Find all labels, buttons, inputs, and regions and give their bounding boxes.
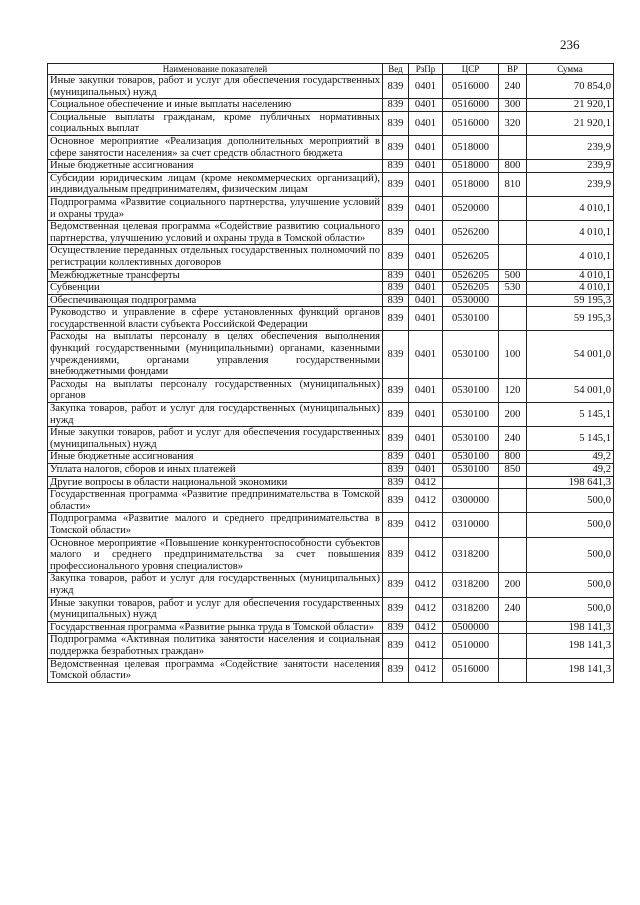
row-csr	[443, 476, 499, 489]
row-name: Социальное обеспечение и иные выплаты населению	[48, 99, 383, 112]
row-name: Ведомственная целевая программа «Содействие занятости населения Томской области»	[48, 658, 383, 682]
row-csr: 0526200	[443, 221, 499, 245]
row-csr: 0310000	[443, 513, 499, 537]
row-rzpr: 0401	[409, 307, 443, 331]
row-name: Иные закупки товаров, работ и услуг для обеспечения государственных (муниципальных) нужд	[48, 75, 383, 99]
row-csr: 0526205	[443, 269, 499, 282]
header-csr: ЦСР	[443, 64, 499, 75]
row-vr	[499, 294, 527, 307]
row-rzpr: 0401	[409, 282, 443, 295]
row-vr	[499, 489, 527, 513]
row-name: Осуществление переданных отдельных государственных полномочий по регистрации коллективных договоров	[48, 245, 383, 269]
row-csr: 0530100	[443, 378, 499, 402]
row-csr: 0530100	[443, 451, 499, 464]
row-ved: 839	[383, 513, 409, 537]
header-vr: ВР	[499, 64, 527, 75]
row-vr: 320	[499, 111, 527, 135]
row-vr: 850	[499, 464, 527, 477]
row-vr: 240	[499, 75, 527, 99]
table-row	[48, 597, 614, 621]
row-csr: 0530100	[443, 307, 499, 331]
row-sum: 49,2	[527, 451, 614, 464]
row-rzpr: 0401	[409, 75, 443, 99]
table-row	[48, 75, 614, 99]
row-rzpr: 0412	[409, 489, 443, 513]
row-name: Подпрограмма «Развитие социального партнерства, улучшение условий и охраны труда»	[48, 196, 383, 220]
row-sum: 49,2	[527, 464, 614, 477]
row-sum: 59 195,3	[527, 307, 614, 331]
row-ved: 839	[383, 99, 409, 112]
table-row	[48, 537, 614, 573]
row-sum: 59 195,3	[527, 294, 614, 307]
row-sum: 239,9	[527, 172, 614, 196]
table-row	[48, 476, 614, 489]
row-rzpr: 0412	[409, 597, 443, 621]
table-row	[48, 621, 614, 634]
table-row	[48, 245, 614, 269]
row-sum: 4 010,1	[527, 196, 614, 220]
row-name: Основное мероприятие «Повышение конкурентоспособности субъектов малого и среднего предпринимательства за счет повышения профессионального уровня специалистов»	[48, 537, 383, 573]
row-name: Межбюджетные трансферты	[48, 269, 383, 282]
row-csr: 0318200	[443, 597, 499, 621]
row-name: Закупка товаров, работ и услуг для государственных (муниципальных) нужд	[48, 573, 383, 597]
row-rzpr: 0401	[409, 451, 443, 464]
row-ved: 839	[383, 172, 409, 196]
row-rzpr: 0401	[409, 245, 443, 269]
row-sum: 198 141,3	[527, 621, 614, 634]
table-header-row	[48, 64, 614, 75]
row-ved: 839	[383, 111, 409, 135]
row-rzpr: 0412	[409, 634, 443, 658]
row-ved: 839	[383, 476, 409, 489]
row-rzpr: 0401	[409, 403, 443, 427]
row-sum: 198 141,3	[527, 634, 614, 658]
row-sum: 54 001,0	[527, 378, 614, 402]
row-sum: 4 010,1	[527, 282, 614, 295]
row-vr: 800	[499, 451, 527, 464]
row-rzpr: 0412	[409, 537, 443, 573]
row-sum: 70 854,0	[527, 75, 614, 99]
row-sum: 500,0	[527, 597, 614, 621]
row-vr: 800	[499, 160, 527, 173]
row-vr: 200	[499, 403, 527, 427]
table-row	[48, 451, 614, 464]
row-sum: 198 141,3	[527, 658, 614, 682]
table-row	[48, 427, 614, 451]
row-name: Иные бюджетные ассигнования	[48, 451, 383, 464]
row-ved: 839	[383, 597, 409, 621]
row-sum: 500,0	[527, 513, 614, 537]
row-ved: 839	[383, 621, 409, 634]
row-ved: 839	[383, 331, 409, 378]
row-vr	[499, 537, 527, 573]
row-sum: 198 641,3	[527, 476, 614, 489]
row-rzpr: 0401	[409, 111, 443, 135]
row-vr: 120	[499, 378, 527, 402]
row-sum: 239,9	[527, 135, 614, 159]
row-ved: 839	[383, 221, 409, 245]
row-csr: 0516000	[443, 111, 499, 135]
row-vr: 240	[499, 597, 527, 621]
header-ved: Вед	[383, 64, 409, 75]
row-name: Расходы на выплаты персоналу в целях обеспечения выполнения функций государственными (муниципальными) органами, казенными учреждениями, органами управления государственными внебюджетными фондами	[48, 331, 383, 378]
row-vr: 300	[499, 99, 527, 112]
row-vr	[499, 658, 527, 682]
row-csr: 0518000	[443, 135, 499, 159]
row-name: Расходы на выплаты персоналу государственных (муниципальных) органов	[48, 378, 383, 402]
row-csr: 0318200	[443, 573, 499, 597]
row-vr	[499, 245, 527, 269]
row-csr: 0530100	[443, 427, 499, 451]
row-name: Основное мероприятие «Реализация дополнительных мероприятий в сфере занятости населения» за счет средств областного бюджета	[48, 135, 383, 159]
page-number: 236	[560, 37, 580, 52]
row-ved: 839	[383, 464, 409, 477]
row-sum: 500,0	[527, 537, 614, 573]
row-csr: 0520000	[443, 196, 499, 220]
row-vr	[499, 634, 527, 658]
row-csr: 0518000	[443, 160, 499, 173]
row-ved: 839	[383, 75, 409, 99]
row-name: Руководство и управление в сфере установленных функций органов государственной власти субъекта Российской Федерации	[48, 307, 383, 331]
row-name: Уплата налогов, сборов и иных платежей	[48, 464, 383, 477]
row-ved: 839	[383, 378, 409, 402]
row-rzpr: 0401	[409, 221, 443, 245]
table-row	[48, 513, 614, 537]
row-sum: 4 010,1	[527, 269, 614, 282]
row-name: Иные закупки товаров, работ и услуг для обеспечения государственных (муниципальных) нужд	[48, 427, 383, 451]
budget-table	[47, 63, 614, 683]
row-ved: 839	[383, 135, 409, 159]
row-csr: 0516000	[443, 99, 499, 112]
table-row	[48, 99, 614, 112]
row-name: Подпрограмма «Активная политика занятости населения и социальная поддержка безработных граждан»	[48, 634, 383, 658]
table-row	[48, 135, 614, 159]
header-rzpr: РзПр	[409, 64, 443, 75]
row-ved: 839	[383, 196, 409, 220]
row-rzpr: 0401	[409, 378, 443, 402]
row-name: Иные бюджетные ассигнования	[48, 160, 383, 173]
row-name: Другие вопросы в области национальной экономики	[48, 476, 383, 489]
table-row	[48, 294, 614, 307]
row-vr: 240	[499, 427, 527, 451]
table-row	[48, 634, 614, 658]
row-csr: 0526205	[443, 245, 499, 269]
row-rzpr: 0401	[409, 196, 443, 220]
table-row	[48, 403, 614, 427]
table-row	[48, 282, 614, 295]
row-ved: 839	[383, 269, 409, 282]
row-vr	[499, 196, 527, 220]
row-rzpr: 0412	[409, 476, 443, 489]
row-sum: 239,9	[527, 160, 614, 173]
row-vr	[499, 221, 527, 245]
row-ved: 839	[383, 245, 409, 269]
table-row	[48, 464, 614, 477]
row-ved: 839	[383, 294, 409, 307]
row-sum: 5 145,1	[527, 403, 614, 427]
row-ved: 839	[383, 489, 409, 513]
row-rzpr: 0401	[409, 269, 443, 282]
row-ved: 839	[383, 160, 409, 173]
table-row	[48, 172, 614, 196]
row-sum: 4 010,1	[527, 245, 614, 269]
row-ved: 839	[383, 573, 409, 597]
row-rzpr: 0412	[409, 621, 443, 634]
row-rzpr: 0412	[409, 513, 443, 537]
row-vr: 530	[499, 282, 527, 295]
row-name: Государственная программа «Развитие рынка труда в Томской области»	[48, 621, 383, 634]
row-sum: 500,0	[527, 489, 614, 513]
table-row	[48, 331, 614, 378]
row-name: Закупка товаров, работ и услуг для государственных (муниципальных) нужд	[48, 403, 383, 427]
row-sum: 4 010,1	[527, 221, 614, 245]
row-rzpr: 0401	[409, 135, 443, 159]
row-csr: 0530000	[443, 294, 499, 307]
row-ved: 839	[383, 658, 409, 682]
row-name: Ведомственная целевая программа «Содействие развитию социального партнерства, улучшению условий и охраны труда в Томской области»	[48, 221, 383, 245]
table-row	[48, 160, 614, 173]
row-name: Обеспечивающая подпрограмма	[48, 294, 383, 307]
row-name: Иные закупки товаров, работ и услуг для обеспечения государственных (муниципальных) нужд	[48, 597, 383, 621]
row-vr	[499, 135, 527, 159]
row-rzpr: 0401	[409, 464, 443, 477]
row-ved: 839	[383, 451, 409, 464]
row-ved: 839	[383, 634, 409, 658]
row-csr: 0530100	[443, 403, 499, 427]
row-name: Социальные выплаты гражданам, кроме публичных нормативных социальных выплат	[48, 111, 383, 135]
row-csr: 0510000	[443, 634, 499, 658]
header-sum: Сумма	[527, 64, 614, 75]
row-rzpr: 0401	[409, 172, 443, 196]
row-ved: 839	[383, 537, 409, 573]
row-vr: 500	[499, 269, 527, 282]
row-rzpr: 0401	[409, 294, 443, 307]
table-row	[48, 378, 614, 402]
row-vr: 100	[499, 331, 527, 378]
row-csr: 0300000	[443, 489, 499, 513]
row-vr	[499, 621, 527, 634]
row-csr: 0516000	[443, 75, 499, 99]
row-sum: 5 145,1	[527, 427, 614, 451]
table-row	[48, 573, 614, 597]
row-csr: 0530100	[443, 464, 499, 477]
row-csr: 0318200	[443, 537, 499, 573]
row-rzpr: 0401	[409, 99, 443, 112]
row-ved: 839	[383, 403, 409, 427]
row-name: Субвенции	[48, 282, 383, 295]
table-row	[48, 489, 614, 513]
row-vr: 200	[499, 573, 527, 597]
row-ved: 839	[383, 307, 409, 331]
row-csr: 0500000	[443, 621, 499, 634]
row-vr: 810	[499, 172, 527, 196]
row-vr	[499, 513, 527, 537]
row-csr: 0526205	[443, 282, 499, 295]
row-vr	[499, 307, 527, 331]
row-rzpr: 0412	[409, 658, 443, 682]
row-rzpr: 0401	[409, 331, 443, 378]
row-sum: 54 001,0	[527, 331, 614, 378]
row-csr: 0516000	[443, 658, 499, 682]
row-name: Субсидии юридическим лицам (кроме некоммерческих организаций), индивидуальным предпринимателям, физическим лицам	[48, 172, 383, 196]
table-row	[48, 269, 614, 282]
row-ved: 839	[383, 282, 409, 295]
row-rzpr: 0412	[409, 573, 443, 597]
row-rzpr: 0401	[409, 427, 443, 451]
row-sum: 21 920,1	[527, 99, 614, 112]
table-row	[48, 658, 614, 682]
header-name: Наименование показателей	[48, 64, 383, 75]
row-csr: 0530100	[443, 331, 499, 378]
table-row	[48, 307, 614, 331]
row-sum: 500,0	[527, 573, 614, 597]
row-name: Подпрограмма «Развитие малого и среднего предпринимательства в Томской области»	[48, 513, 383, 537]
table-row	[48, 111, 614, 135]
row-sum: 21 920,1	[527, 111, 614, 135]
row-vr	[499, 476, 527, 489]
row-ved: 839	[383, 427, 409, 451]
row-name: Государственная программа «Развитие предпринимательства в Томской области»	[48, 489, 383, 513]
table-row	[48, 196, 614, 220]
row-csr: 0518000	[443, 172, 499, 196]
row-rzpr: 0401	[409, 160, 443, 173]
table-row	[48, 221, 614, 245]
